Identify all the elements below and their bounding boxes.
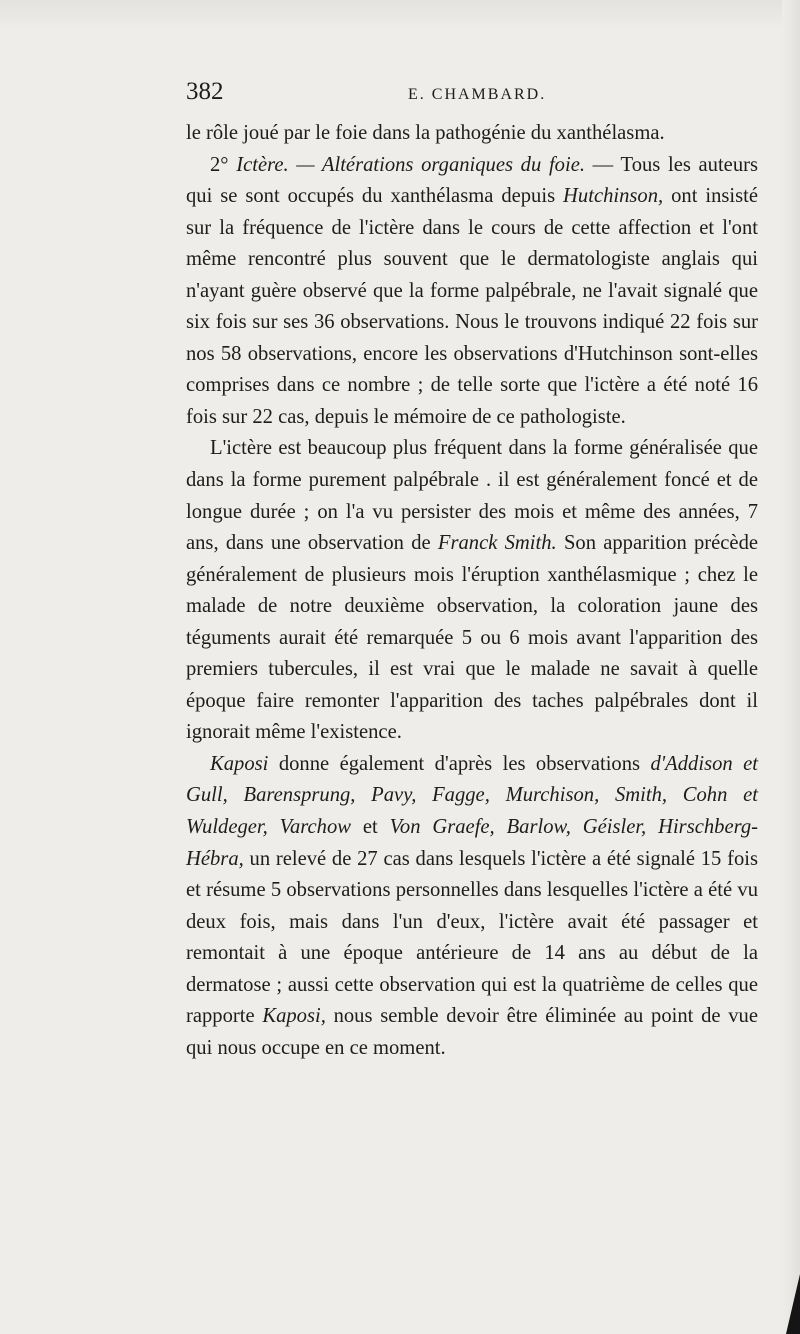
page-corner-shadow — [786, 1274, 800, 1334]
paragraph-4 — [186, 749, 758, 1064]
paragraph-4-text-c: un relevé de 27 cas dans lesquels l'ictère a été signalé 15 fois et résume 5 observations personnelles dans lesquelles l'ictère a été vu deux fois, mais dans l'un d'eux, l'ictère avait été passager et remontait à une époque antérieure de 14 ans au début de la dermatose ; aussi cette observation qui est la quatrième de celles que rapporte — [186, 847, 758, 1028]
paragraph-3-text-a: L'ictère est beaucoup plus fréquent dans la forme généralisée que dans la forme purement palpébrale . il est généralement foncé et de longue durée ; on l'a vu persister des mois et même des années, 7 ans, dans une observation de — [186, 437, 758, 555]
paragraph-3 — [186, 433, 758, 748]
author-name-franck-smith: Franck Smith. — [437, 532, 557, 555]
section-title: Ictère. — Altérations organiques du foie. — [236, 153, 585, 176]
paragraph-1-text: le rôle joué par le foie dans la pathogénie du xanthélasma. — [186, 122, 665, 144]
scan-edge-right — [782, 0, 800, 1334]
page-number: 382 — [186, 78, 224, 105]
paragraph-3-text-b: Son apparition précède généralement de plusieurs mois l'éruption xanthélasmique ; chez le malade de notre deuxième observation, la coloration jaune des téguments aurait été remarquée 5 ou 6 mois avant l'apparition des premiers tubercules, il est vrai que le malade ne savait à quelle époque faire remonter l'apparition des taches palpébrales dont il ignorait même l'existence. — [186, 532, 759, 744]
paragraph-4-text-d: nous semble devoir être éliminée au point de vue qui nous occupe en ce moment. — [186, 1005, 758, 1059]
page-header — [186, 78, 758, 114]
page — [186, 78, 758, 1064]
running-head: E. CHAMBARD. — [408, 86, 547, 103]
body-text — [186, 118, 758, 1064]
author-name-kaposi-2: Kaposi, — [262, 1005, 326, 1028]
paragraph-4-text-a: donne également d'après les observations — [268, 752, 651, 775]
author-name-kaposi: Kaposi — [210, 752, 269, 775]
paragraph-2-text-a: — Tous les auteurs qui se sont occupés du xanthélasma depuis — [186, 153, 758, 208]
paragraph-4-text-b: et — [350, 816, 390, 839]
author-list-1: d'Addison et Gull, Barensprung, Pavy, Fagge, Murchison, Smith, Cohn et Wuldeger, Varchow — [186, 752, 759, 839]
paragraph-1 — [186, 118, 758, 150]
scan-edge — [0, 0, 800, 30]
author-list-2: Von Graefe, Barlow, Géisler, Hirschberg-Hébra, — [186, 816, 758, 870]
paragraph-2 — [186, 150, 758, 434]
section-number: 2° — [210, 153, 237, 176]
author-name-hutchinson: Hutchinson, — [563, 185, 664, 208]
paragraph-2-text-b: ont insisté sur la fréquence de l'ictère dans le cours de cette affection et l'ont même rencontré plus souvent que le dermatologiste anglais qui n'ayant guère observé que la forme palpébrale, ne l'avait signalé que six fois sur ses 36 observations. Nous le trouvons indiqué 22 fois sur nos 58 observations, encore les observations d'Hutchinson sont-elles comprises dans ce nombre ; de telle sorte que l'ictère a été noté 16 fois sur 22 cas, depuis le mémoire de ce pathologiste. — [186, 185, 758, 428]
